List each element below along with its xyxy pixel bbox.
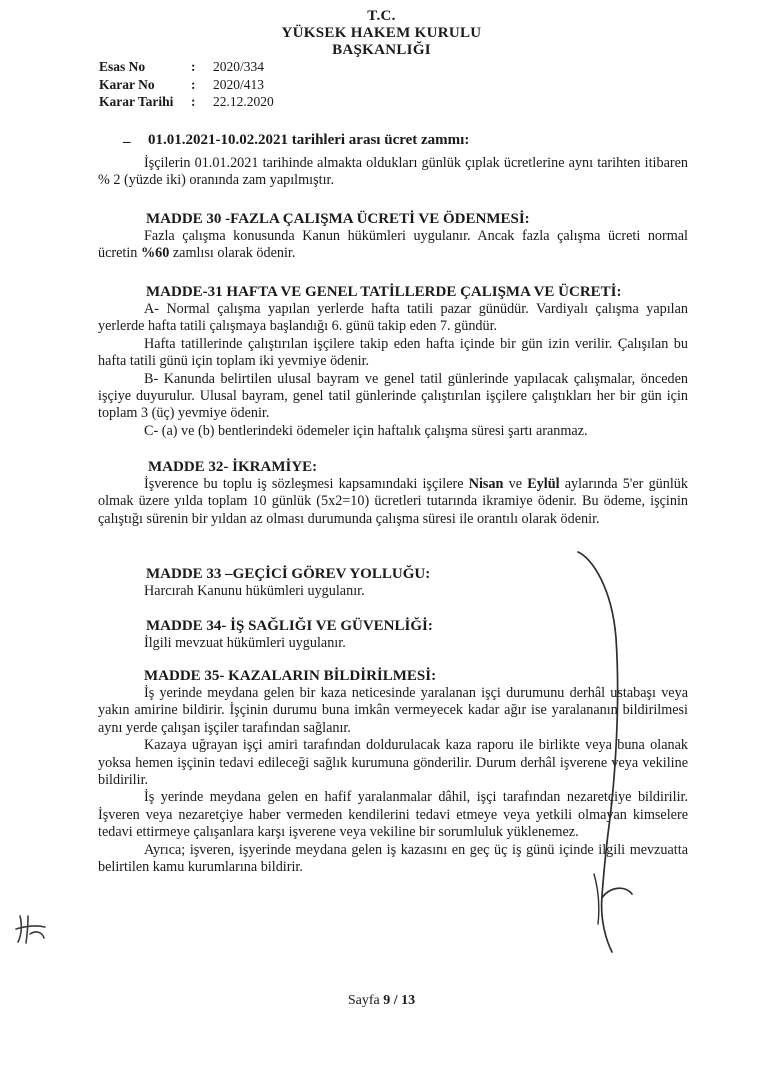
madde-34-heading: MADDE 34- İŞ SAĞLIĞI VE GÜVENLİĞİ: [146,618,433,634]
madde-30-paragraph [98,228,688,263]
madde-32-text-e: aylarında 5'er günlük olmak üzere yılda toplam 10 günlük (5x2=10) ücretleri tutarında ikramiye ödenir. Bu ödeme, işçinin çalıştığı sürenin bir yıldan az olması durumunda çalışma süresi ile orantılı olarak ödenir. [98,476,688,527]
tarih-label: Karar Tarihi [99,94,174,109]
madde-35-paragraph-4: Ayrıca; işveren, işyerinde meydana gelen iş kazasını en geç üç iş günü içinde ilgili mevzuatta belirtilen kamu kurumlarına bildirir. [98,841,688,876]
madde-30-heading: MADDE 30 -FAZLA ÇALIŞMA ÜCRETİ VE ÖDENMESİ: [146,211,530,227]
header-institution: YÜKSEK HAKEM KURULU [281,25,482,41]
madde-33-paragraph: Harcırah Kanunu hükümleri uygulanır. [144,583,365,599]
intro-paragraph: İşçilerin 01.01.2021 tarihinde almakta oldukları günlük çıplak ücretlerine aynı tarihten itibaren % 2 (yüzde iki) oranında zam yapılmıştır. [98,155,688,189]
document-header [0,8,763,59]
intro-dash: – [123,134,131,150]
madde-31-paragraph-c: C- (a) ve (b) bentlerindeki ödemeler için haftalık çalışma süresi şartı aranmaz. [144,422,588,439]
madde-32-section [98,458,688,528]
header-tc: T.C. [367,8,396,24]
madde-31-paragraph-b: B- Kanunda belirtilen ulusal bayram ve genel tatil günlerinde yapılacak çalışmalar, önceden işçiye duyurulur. Ulusal bayram, genel tatil günlerinde çalıştırılan işçilere çalıştıkları her bir gün için toplam 3 (üç) yevmiye ödenir. [98,370,688,422]
esas-label: Esas No [99,59,146,74]
handwritten-initial [14,912,48,946]
madde-32-heading: MADDE 32- İKRAMİYE: [148,459,318,475]
esas-row [99,58,274,76]
madde-35-heading: MADDE 35- KAZALARIN BİLDİRİLMESİ: [144,668,437,684]
madde-30-text-c: zamlısı olarak ödenir. [169,245,296,262]
karar-value: 2020/413 [213,76,265,92]
madde-35-paragraph-2: Kazaya uğrayan işçi amiri tarafından doldurulacak kaza raporu ile birlikte veya buna olanak yoksa hemen işçinin tedavi edileceği sağlık kurumuna gönderilir. Durum derhâl işverene veya vekiline bildirilir. [98,737,688,789]
madde-31-heading: MADDE-31 HAFTA VE GENEL TATİLLERDE ÇALIŞMA VE ÜCRETİ: [146,284,622,300]
madde-34-paragraph: İlgili mevzuat hükümleri uygulanır. [144,635,346,651]
signature-stroke [520,548,670,968]
madde-32-text-c: ve [503,476,528,492]
madde-35-paragraph-3: İş yerinde meydana gelen en hafif yaralanmalar dâhil, işçi tarafından nezaretçiye bildirilir. İşveren veya nezaretçiye haber vermeden kendilerini tedavi etmeye veya yetkili olmayan kimselere tedavi ettirmeye çalışanlara karşı işverene veya vekiline bir sorumluluk yüklenemez. [98,789,688,841]
esas-value: 2020/334 [213,59,265,74]
karar-row [99,76,274,94]
madde-32-month-2: Eylül [527,476,560,492]
tarih-separator: : [191,94,196,109]
karar-separator: : [191,76,196,92]
madde-33-heading: MADDE 33 –GEÇİCİ GÖREV YOLLUĞU: [146,566,431,582]
madde-32-text-a: İşverence bu toplu iş sözleşmesi kapsamındaki işçilere [144,476,469,492]
case-meta [99,58,274,111]
footer-prefix: Sayfa [347,993,384,1008]
madde-30-text-a: Fazla çalışma konusunda Kanun hükümleri uygulanır. Ancak fazla çalışma ücreti normal ücretin [98,228,688,262]
esas-separator: : [191,59,196,74]
madde-32-month-1: Nisan [468,476,504,492]
madde-30-section [98,210,688,263]
madde-31-paragraph-a2: Hafta tatillerinde çalıştırılan işçilere takip eden hafta içinde bir gün izin verilir. Çalışılan bu hafta tatili günü için toplam iki yevmiye ödenir. [98,335,688,370]
madde-35-paragraph-1: İş yerinde meydana gelen bir kaza neticesinde yaralanan işçi durumunu derhâl ustabaşı veya yakın amirine bildirir. İşçinin durumu buna imkân vermeyecek kadar ağır ise yaralananın bildirilmesi aynı yerde çalışan işçiler tarafından sağlanır. [98,685,688,736]
madde-30-rate: %60 [140,245,170,262]
tarih-value: 22.12.2020 [213,94,274,109]
madde-31-section [98,283,688,440]
page-footer [0,993,763,1009]
karar-label: Karar No [99,76,155,92]
madde-32-paragraph [98,476,688,528]
page-number: 9 / 13 [383,993,416,1008]
madde-31-paragraph-a: A- Normal çalışma yapılan yerlerde hafta tatili pazar günüdür. Vardiyalı çalışma yapılan yerlerde hafta tatili çalışmaya başlandığı 6. günü takip eden 7. gündür. [98,301,688,335]
header-department: BAŞKANLIĞI [332,42,431,58]
intro-section [98,131,688,190]
intro-heading: 01.01.2021-10.02.2021 tarihleri arası ücret zammı: [148,132,470,148]
tarih-row [99,93,274,111]
